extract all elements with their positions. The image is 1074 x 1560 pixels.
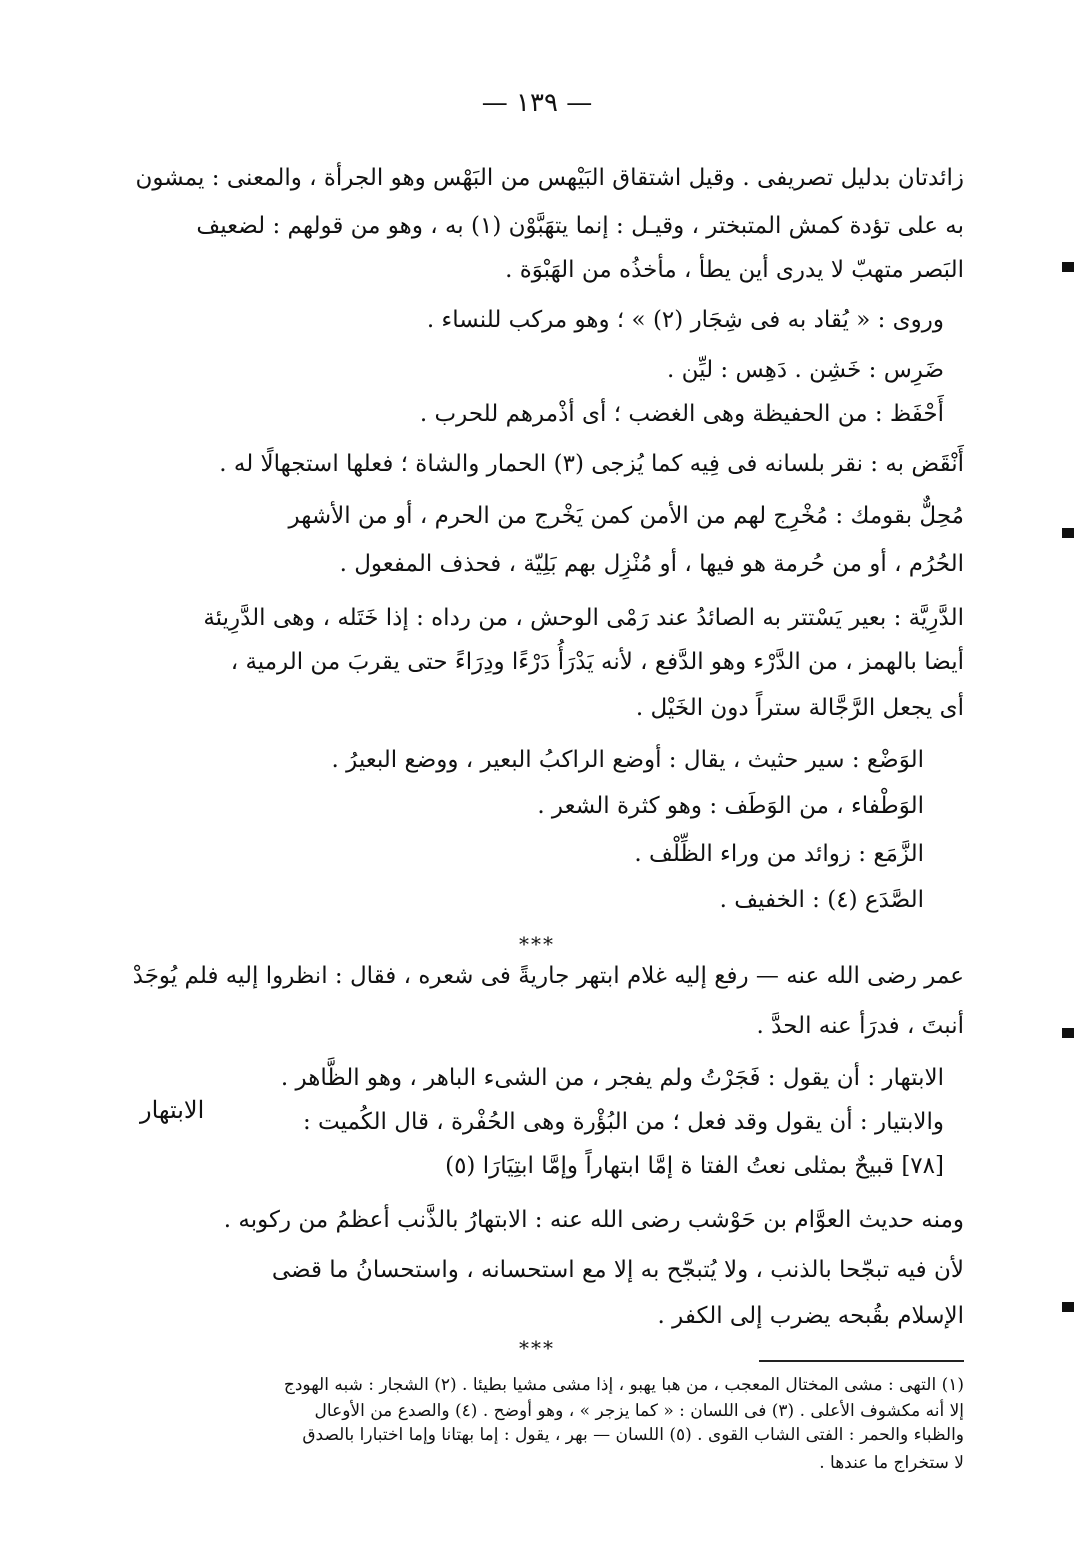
footnote-line: والظباء والحمر : الفتى الشاب القوى . (٥) اللسان — بهر ، يقول : إما بهتانا وإما اختبارا بالصدق <box>302 1425 964 1445</box>
footnote-line: (١) التهى : مشى المختال المعجب ، من هبا يهبو ، إذا مشى مشيا بطيئا . (٢) الشجار : شبه الهودج <box>283 1375 964 1395</box>
text-line: الحُرُم ، أو من حُرمة هو فيها ، أو مُنْزِل بهم بَلِيّة ، فحذف المفعول . <box>339 551 964 577</box>
text-line: مُحِلٌّ بقومك : مُخْرِج لهم من الأمن كمن يَخْرج من الحرم ، أو من الأشهر <box>288 503 964 529</box>
text-line: وروى : « يُقاد به فى شِجَار (٢) » ؛ وهو مركب للنساء . <box>426 307 944 333</box>
text-line: الابتهار : أن يقول : فَجَرْتُ ولم يفجر ، من الشىء الباهر ، وهو الظَّاهر . <box>280 1065 944 1091</box>
scan-edge-mark <box>1062 1028 1074 1038</box>
text-line: عمر رضى الله عنه — رفع إليه غلام ابتهر جاريةً فى شعره ، فقال : انظروا إليه فلم يُوجَدْ <box>132 963 964 989</box>
footnote-line: لا ستخراج ما عندها . <box>819 1453 964 1473</box>
text-line: أى يجعل الرَّجَّالة ستراً دون الخَيْل . <box>635 695 964 721</box>
text-line: الصَّدَع (٤) : الخفيف . <box>719 887 924 913</box>
margin-note: الابتهار <box>140 1096 205 1124</box>
text-line: أَنْقَض به : نقر بلسانه فى فِيه كما يُزجى (٣) الحمار والشاة ؛ فعلها استجهالًا له . <box>219 451 964 477</box>
footnote-line: إلا أنه مكشوف الأعلى . (٣) فى اللسان : « كما يزجر » ، وهو أوضح . (٤) والصدع من الأوعال <box>314 1401 964 1421</box>
text-line: ومنه حديث العوَّام بن حَوْشب رضى الله عنه : الابتهارُ بالذَّنب أعظمُ من ركوبه . <box>223 1207 964 1233</box>
text-line: أَحْفَظ : من الحفيظة وهى الغضب ؛ أى أذْمرهم للحرب . <box>419 401 944 427</box>
scan-edge-mark <box>1062 262 1074 272</box>
footnote-rule <box>759 1360 964 1362</box>
section-separator: *** <box>519 932 555 956</box>
text-line: ضَرِس : خَشِن . دَهِس : ليِّن . <box>667 357 944 383</box>
text-line: لأن فيه تبجّحا بالذنب ، ولا يُتبجّح به إلا مع استحسانه ، واستحسانُ ما قضى <box>271 1257 964 1283</box>
verse-line: [٧٨] قبيحٌ بمثلى نعتُ الفتا ة إمَّا ابتهاراً وإمَّا ابتِيَارَا (٥) <box>445 1153 944 1179</box>
text-line: أنبتَ ، فدرَأ عنه الحدَّ . <box>756 1013 964 1039</box>
scan-edge-mark <box>1062 1302 1074 1312</box>
section-separator: *** <box>519 1336 555 1360</box>
text-line: زائدتان بدليل تصريفى . وقيل اشتقاق البَيْهس من البَهْس وهو الجرأة ، والمعنى : يمشون <box>135 165 964 191</box>
page-number: — ١٣٩ — <box>481 88 593 118</box>
text-line: والابتيار : أن يقول وقد فعل ؛ من البُؤْرة وهى الحُفْرة ، قال الكُميت : <box>302 1109 944 1135</box>
text-line: الوَضْع : سير حثيث ، يقال : أوضع الراكبُ البعير ، ووضع البعيرُ . <box>331 747 924 773</box>
text-line: به على تؤدة كمش المتبختر ، وقيـل : إنما يتهَبَّوْن (١) به ، وهو من قولهم : لضعيف <box>196 213 964 239</box>
text-line: الزَّمَع : زوائد من وراء الظِّلْف . <box>634 841 924 867</box>
text-line: الإسلام بقُبحه يضرب إلى الكفر . <box>657 1303 964 1329</box>
text-line: الوَطْفاء ، من الوَطَف : وهو كثرة الشعر . <box>537 793 924 819</box>
text-line: الدَّرِيَّة : بعير يَسْتتر به الصائدُ عند رَمْى الوحش ، من رداه : إذا خَتَله ، وهى الدَّرِيئة <box>203 605 964 631</box>
text-line: البَصر متهبّ لا يدرى أين يطأ ، مأخذُه من الهَبْوَة . <box>505 257 964 283</box>
text-line: أيضا بالهمز ، من الدَّرْء وهو الدَّفع ، لأنه يَدْرَأُ دَرْءًا ودِرَاءً حتى يقربَ من الرمية ، <box>230 649 964 675</box>
scan-edge-mark <box>1062 528 1074 538</box>
